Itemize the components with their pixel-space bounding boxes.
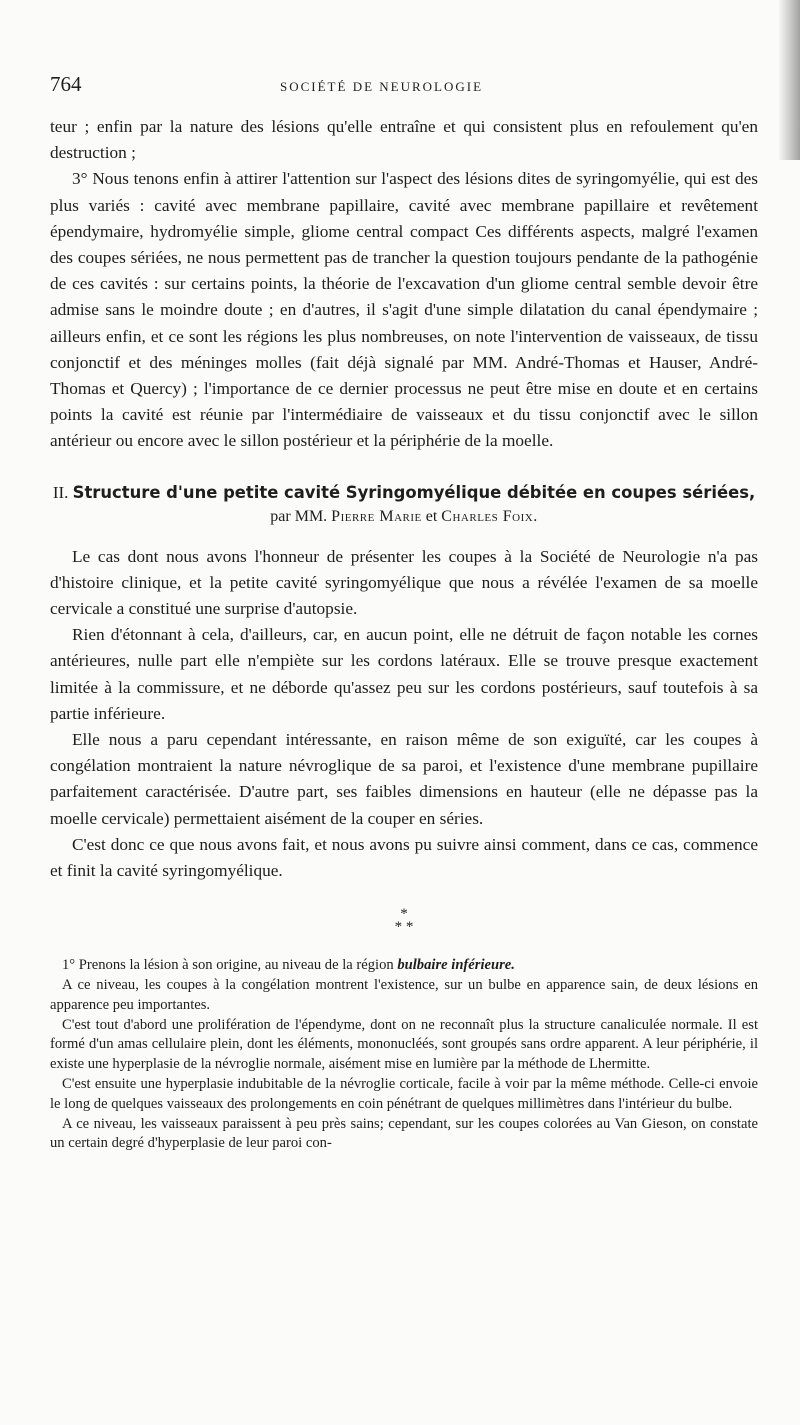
byline-prefix: par MM. — [270, 507, 328, 525]
paragraph-2: Rien d'étonnant à cela, d'ailleurs, car, en aucun point, elle ne détruit de façon notable les cornes antérieures, nulle part elle n'empiète sur les cordons latéraux. Elle se trouve presque exactement limitée à la commissure, et ne déborde qu'assez peu sur les cordons postérieurs, sauf toutefois à sa partie inférieure. — [50, 625, 758, 723]
small-print-section — [50, 956, 758, 1154]
small-print-paragraph-4: A ce niveau, les vaisseaux paraissent à peu près sains; cependant, sur les coupes colorées au Van Gieson, on constate un certain degré d'hyperplasie de leur paroi con- — [50, 1115, 758, 1152]
small-print-lead — [50, 956, 758, 976]
section-heading — [50, 481, 758, 528]
section-byline — [270, 508, 537, 525]
scan-edge-shadow — [778, 0, 800, 160]
small-print-lead-text: 1° Prenons la lésion à son origine, au niveau de la région — [62, 957, 394, 974]
small-print-paragraph-1: A ce niveau, les coupes à la congélation montrent l'existence, sur un bulbe en apparence sain, de deux lésions en apparence peu importantes. — [50, 977, 758, 1013]
small-print-paragraph-2: C'est tout d'abord une prolifération de l'épendyme, dont on ne reconnaît plus la structure canaliculée normale. Il est formé d'un amas cellulaire plein, dont les éléments, mononucléés, sont groupés sans ordre apparent. A leur périphérie, il existe une hyperplasie de la névroglie normale, aisément mise en lumière par la méthode de Lhermitte. — [50, 1016, 758, 1073]
section-title: Structure d'une petite cavité Syringomyélique débitée en coupes sériées, — [72, 482, 756, 502]
page-number: 764 — [50, 72, 82, 96]
paragraph-4: C'est donc ce que nous avons fait, et nous avons pu suivre ainsi comment, dans ce cas, commence et finit la cavité syringomyélique. — [50, 834, 758, 881]
small-print-paragraph-3: C'est ensuite une hyperplasie indubitable de la névroglie corticale, facile à voir par la même méthode. Celle-ci envoie le long de quelques vaisseaux des prolongements en coin pénétrant de quelques millimètres dans l'intérieur du bulbe. — [50, 1076, 758, 1112]
paragraph-1: Le cas dont nous avons l'honneur de présenter les coupes à la Société de Neurologie n'a pas d'histoire clinique, et la petite cavité syringomyélique que nous a révélée l'examen de sa moelle cervicale a constitué une surprise d'autopsie. — [50, 546, 758, 619]
byline-conjunction: et — [425, 507, 438, 525]
asterism-top: * — [400, 906, 408, 923]
author-2: Charles Foix. — [441, 507, 538, 525]
asterism-bottom: * * — [394, 919, 414, 936]
paragraph-point-3: 3° Nous tenons enfin à attirer l'attention sur l'aspect des lésions dites de syringomyélie, qui est des plus variés : cavité avec membrane papillaire, cavité avec membrane papillaire et revêtement épendymaire, hydromyélie simple, gliome central compact Ces différents aspects, malgré l'examen des coupes sériées, ne nous permettent pas de trancher la question toujours pendante de la pathogénie de ces cavités : sur certains points, la théorie de l'excavation d'un gliome central semble devoir être admise sans le moindre doute ; en d'autres, il s'agit d'une simple dilatation du canal épendymaire ; ailleurs enfin, et ce sont les régions les plus nombreuses, on note l'intervention de vaisseaux, de tissu conjonctif et des méninges molles (fait déjà signalé par MM. André-Thomas et Hauser, André-Thomas et Quercy) ; l'importance de ce dernier processus ne peut être mise en doute et en certains points la cavité est réunie par l'intermédiaire de vaisseaux et du tissu conjonctif avec le sillon antérieur ou encore avec le sillon postérieur et la périphérie de la moelle. — [50, 169, 758, 451]
author-1: Pierre Marie — [331, 507, 422, 525]
paragraph-continuation: teur ; enfin par la nature des lésions qu'elle entraîne et qui consistent plus en refoulement qu'en destruction ; — [50, 117, 758, 163]
paragraph-3: Elle nous a paru cependant intéressante, en raison même de son exiguïté, car les coupes à congélation montraient la nature névroglique de sa paroi, et l'existence d'une membrane pupillaire parfaitement caractérisée. D'autre part, ses faibles dimensions en hauteur (elle ne dépasse pas la moelle cervicale) permettaient aisément de la couper en séries. — [50, 730, 758, 828]
small-print-lead-emphasis: bulbaire inférieure. — [397, 957, 515, 974]
running-title: SOCIÉTÉ DE NEUROLOGIE — [280, 79, 484, 94]
asterism — [50, 908, 758, 934]
running-head — [50, 72, 758, 102]
section-number: II. — [52, 482, 69, 502]
body-text — [50, 114, 758, 884]
